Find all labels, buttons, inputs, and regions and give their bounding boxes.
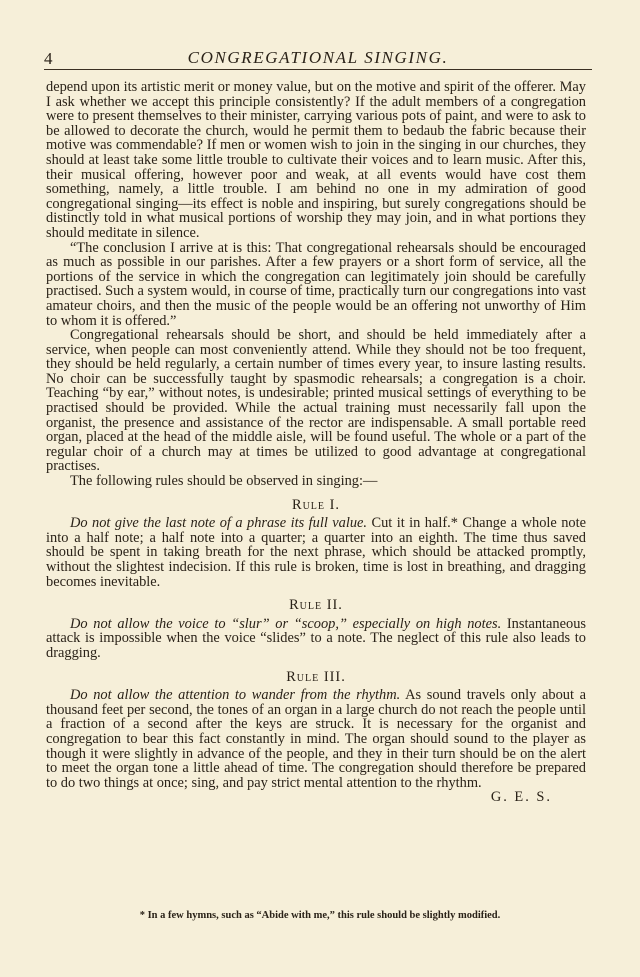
rule-lead: Do not allow the attention to wander from the rhythm. [70, 687, 401, 704]
rule-lead: Do not give the last note of a phrase its full value. [70, 515, 368, 532]
rule-body: As sound travels only about a thousand feet per second, the tones of an organ in a large church do not reach the people until a fraction of a second after the keys are struck. It is necessary for the organist and congregation to bear this fact constantly in mind. The organ should sound to the player as though it were slightly in advance of the people, and they in their turn should be on the alert to meet the organ tone a little ahead of time. The congregation should therefore be prepared to do two things at once; sing, and pay strict mental attention to the rhythm. [46, 687, 586, 791]
rule-lead: Do not allow the voice to “slur” or “scoop,” especially on high notes. [70, 615, 502, 632]
rule-text [46, 617, 586, 661]
paragraph: “The conclusion I arrive at is this: That congregational rehearsals should be encouraged as much as possible in our parishes. After a few prayers or a short form of service, all the portions of the service in which the congregation can legitimately join should be carefully practised. Such a system would, in course of time, practically turn our congregations into vast amateur choirs, and then the music of the people would be an offering not unworthy of Him to whom it is offered.” [46, 239, 586, 329]
page-header [44, 44, 592, 70]
rule-body: Instantaneous attack is impossible when the voice “slides” to a note. The neglect of this rule also leads to dragging. [46, 615, 587, 661]
paragraph: The following rules should be observed in singing:— [70, 473, 378, 490]
signature: G. E. S. [490, 789, 552, 806]
header-rule [44, 69, 592, 70]
paragraph: depend upon its artistic merit or money value, but on the motive and spirit of the offerer. May I ask whether we accept this principle consistently? If the adult members of a congregation were to present themselves to their minister, carrying various pots of paint, and were to ask to be allowed to decorate the church, would he permit them to bedaub the fabric because their motive was commendable? If men or women wish to join in the singing in our churches, they should at least take some little trouble to cultivate their voices and to learn music. After this, their musical offering, however poor and weak, at all events would have cost them something, namely, a little trouble. I am behind no one in my admiration of good congregational singing—its effect is noble and inspiring, but surely congregations should be distinctly told in what musical portions of worship they may join, and in what portions they should meditate in silence. [46, 79, 586, 241]
rule-heading: Rule I. [291, 496, 341, 513]
running-title: CONGREGATIONAL SINGING. [187, 48, 449, 67]
rule-text [46, 516, 586, 589]
footnote: * In a few hymns, such as “Abide with me,” this rule should be slightly modified. [139, 910, 501, 921]
rule-body: Cut it in half.* Change a whole note into a half note; a half note into a quarter; a quarter into an eighth. The time thus saved should be spent in taking breath for the next phrase, which should be attacked promptly, without the slightest indecision. If this rule is broken, time is lost in breathing, and dragging becomes inevitable. [46, 515, 586, 590]
rule-heading: Rule III. [286, 668, 346, 685]
body-text [46, 80, 586, 805]
rule-text [46, 688, 586, 790]
rule-heading: Rule II. [289, 597, 343, 614]
paragraph: Congregational rehearsals should be short, and should be held immediately after a service, when people can most conveniently attend. While they should not be too frequent, they should be held regularly, a certain number of times every year, to insure lasting results. No choir can be successfully taught by spasmodic rehearsals; a congregation is a choir. Teaching “by ear,” without notes, is undesirable; printed musical settings of everything to be practised should be provided. While the actual training must necessarily fall upon the organist, the presence and assistance of the rector are indispensable. A small portable reed organ, placed at the head of the middle aisle, will be found useful. The whole or a part of the regular choir of a church may at times be utilized to good advantage at congregational practises. [46, 327, 586, 475]
page-number: 4 [44, 49, 53, 68]
